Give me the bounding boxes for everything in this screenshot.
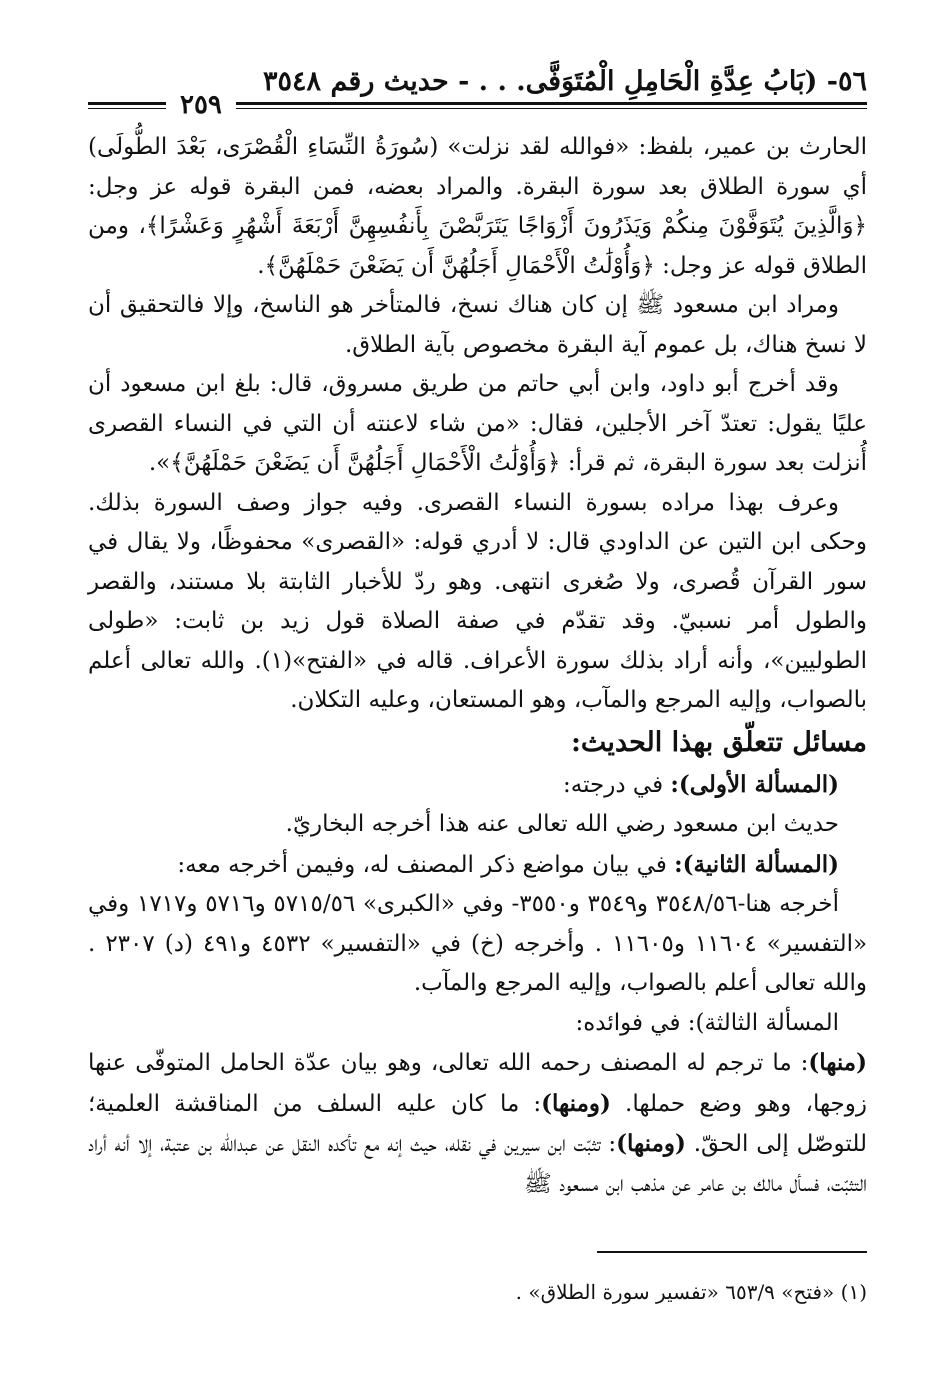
footnote-divider — [597, 1251, 867, 1253]
page-number: ٢٥٩ — [180, 90, 222, 120]
issue-1-text: في درجته: — [563, 771, 671, 798]
benefit-text-3: : تثبّت ابن سيرين في نقله، حيث إنه مع تأكده النقل عن عبدالله بن عتبة، إلا أنه أراد التثبّت، فسأل مالك بن عامر عن مذهب ابن مسعود ﷺ — [88, 1131, 867, 1197]
running-title: ٥٦- (بَابُ عِدَّةِ الْحَامِلِ الْمُتَوَفَّى. . . - حديث رقم ٣٥٤٨ — [263, 66, 867, 97]
section-heading: مسائل تتعلّق بهذا الحديث: — [570, 726, 867, 758]
paragraph-2: ومراد ابن مسعود ﷺ إن كان هناك نسخ، فالمتأخر هو الناسخ، وإلا فالتحقيق أن لا نسخ هناك، بل عموم آية البقرة مخصوص بآية الطلاق. — [88, 292, 867, 358]
paragraph-4: وعرف بهذا مراده بسورة النساء القصرى. وفيه جواز وصف السورة بذلك. وحكى ابن التين عن الداودي قال: لا أدري قوله: «القصرى» محفوظًا، ولا يقال في سور القرآن قُصرى، ولا صُغرى انتهى. وهو ردّ للأخبار الثابتة بلا مستند، والقصر والطول أمر نسبيّ. وقد تقدّم في صفة الصلاة قول زيد بن ثابت: «طولى الطوليين»، وأنه أراد بذلك سورة الأعراف. قاله في «الفتح»(١). والله تعالى أعلم بالصواب، وإليه المرجع والمآب، وهو المستعان، وعليه التكلان. — [88, 489, 867, 713]
benefit-label-3: (ومنها) — [616, 1130, 686, 1157]
footnote: (١) «فتح» ٦٥٣/٩ «تفسير سورة الطلاق» . — [515, 1280, 867, 1304]
issue-1-body: حديث ابن مسعود رضي الله تعالى عنه هذا أخرجه البخاريّ. — [285, 811, 839, 837]
issue-2-body: أخرجه هنا-٣٥٤٨/٥٦ و٣٥٤٩ و٣٥٥٠- وفي «الكبرى» ٥٧١٥/٥٦ و٥٧١٦ و١٧١٧ وفي «التفسير» ١١٦٠٤ و١١٦٠٥ . وأخرجه (خ) في «التفسير» ٤٥٣٢ و٤٩١ (د) ٢٣٠٧ . والله تعالى أعلم بالصواب، وإليه المرجع والمآب. — [88, 891, 868, 996]
issue-2-title — [88, 845, 867, 886]
paragraph-3: وقد أخرج أبو داود، وابن أبي حاتم من طريق مسروق، قال: بلغ ابن مسعود أن عليًا يقول: تعتدّ آخر الأجلين، فقال: «من شاء لاعنته أن التي في النساء القصرى أُنزلت بعد سورة البقرة، ثم قرأ: ﴿وَأُوْلَٰتُ الْأَحْمَالِ أَجَلُهُنَّ أَن يَضَعْنَ حَمْلَهُنَّ﴾». — [88, 371, 867, 476]
paragraph-1: الحارث بن عمير، بلفظ: «فوالله لقد نزلت» (سُورَةُ النِّسَاءِ الْقُصْرَى، بَعْدَ الطُّولَى) أي سورة الطلاق بعد سورة البقرة. والمراد بعضه، فمن البقرة قوله عز وجل: ﴿وَالَّذِينَ يُتَوَفَّوْنَ مِنكُمْ وَيَذَرُونَ أَزْوَاجًا يَتَرَبَّصْنَ بِأَنفُسِهِنَّ أَرْبَعَةَ أَشْهُرٍ وَعَشْرًا﴾، ومن الطلاق قوله عز وجل: ﴿وَأُوْلَٰتُ الْأَحْمَالِ أَجَلُهُنَّ أَن يَضَعْنَ حَمْلَهُنَّ﴾. — [88, 134, 867, 279]
benefit-text-1: : ما ترجم له المصنف رحمه الله تعالى، وهو بيان عدّة الحامل المتوفّى عنها زوجها، وهو وضع حملها. — [88, 1050, 867, 1117]
issue-3-title: المسألة الثالثة): في فوائده: — [575, 1009, 839, 1036]
page-body — [88, 128, 867, 1204]
benefit-text-2: : ما كان عليه السلف من المناقشة العلمية؛ للتوصّل إلى الحقّ. — [88, 1090, 867, 1157]
header-rule-long — [236, 102, 867, 109]
benefit-label-1: (منها) — [808, 1049, 867, 1076]
benefits-paragraph — [88, 1043, 867, 1204]
issue-2-label: (المسألة الثانية): — [674, 850, 839, 878]
issue-1-label: (المسألة الأولى): — [670, 770, 839, 798]
header-rule — [88, 90, 867, 120]
header-rule-short — [88, 102, 166, 109]
issue-2-text: في بيان مواضع ذكر المصنف له، وفيمن أخرجه معه: — [177, 851, 675, 878]
issue-1-title — [88, 765, 867, 806]
benefit-label-2: (ومنها) — [541, 1089, 611, 1117]
